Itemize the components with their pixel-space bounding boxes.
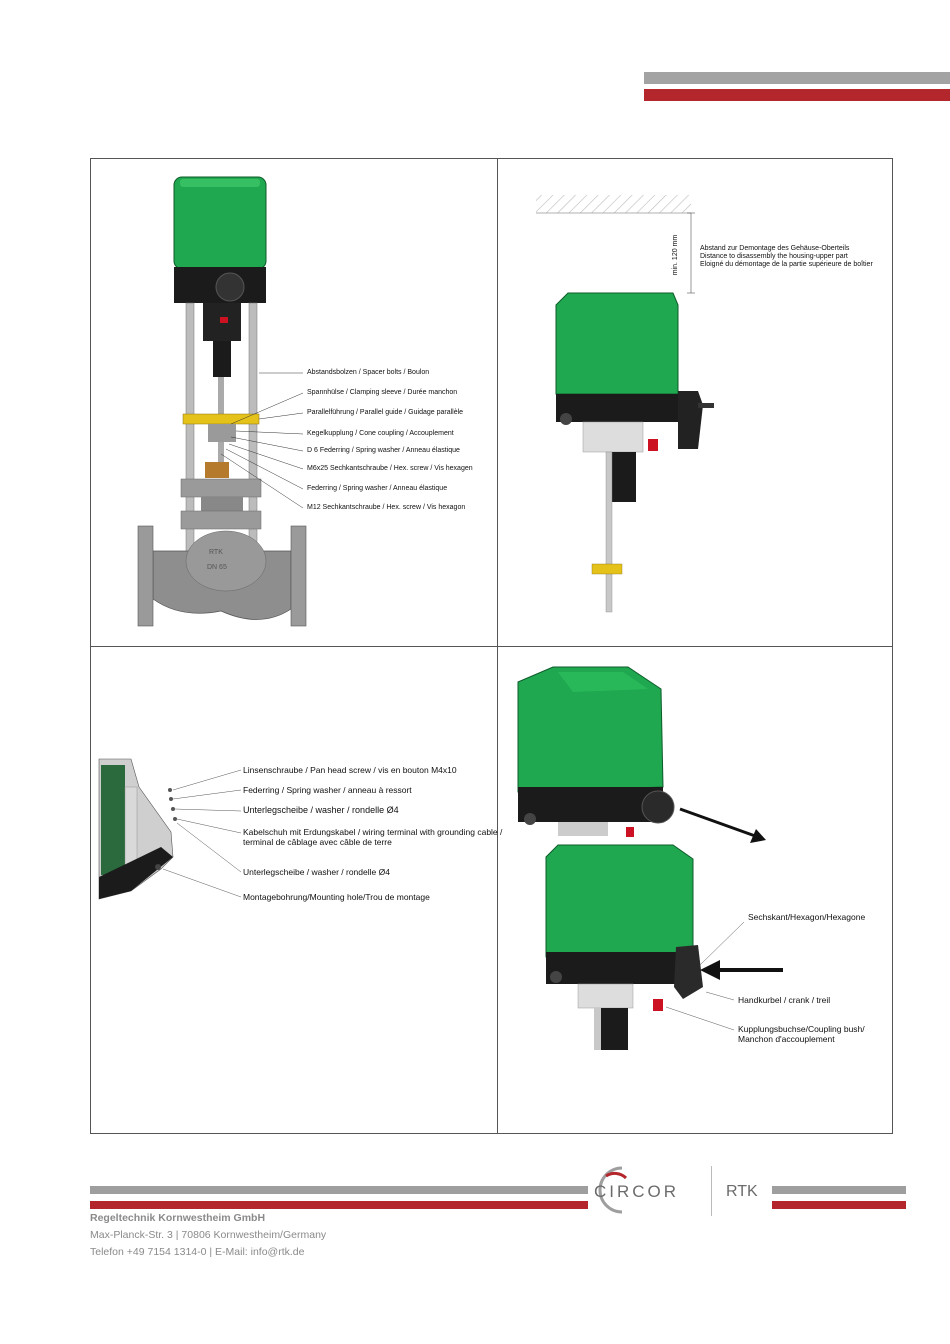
valve-mark-brand: RTK [209,549,223,556]
label-spacer-bolts: Abstandsbolzen / Spacer bolts / Boulon [307,369,430,376]
label-cone-coupling: Kegelkupplung / Cone coupling / Accouplement [307,430,454,437]
panel-clearance [498,159,892,646]
label-hand-crank: Handkurbel / crank / treil [738,995,831,1005]
label-washer-1: Unterlegscheibe / washer / rondelle Ø4 [243,805,399,815]
logo-circor: CIRCOR [594,1182,680,1201]
label-coupling-bush: Kupplungsbuchse/Coupling bush/ [738,1024,865,1034]
footer-red-line-right [772,1201,906,1209]
logo-rtk: RTK [726,1183,758,1200]
figure-grid [90,158,893,1134]
label-parallel-guide: Parallelführung / Parallel guide / Guidage parallèle [307,409,464,416]
valve-assembly-drawing [91,159,497,646]
clearance-text-de: Abstand zur Demontage des Gehäuse-Oberteils [700,245,850,252]
label-washer-2: Unterlegscheibe / washer / rondelle Ø4 [243,867,390,877]
clearance-drawing [498,159,892,646]
panel-valve-assembly [91,159,497,646]
label-mounting-hole: Montagebohrung/Mounting hole/Trou de montage [243,892,430,902]
panel-grounding [91,647,503,1133]
label-hexagon: Sechskant/Hexagon/Hexagone [748,912,866,922]
label-spring-washer-p3: Federring / Spring washer / anneau à ressort [243,785,412,795]
panel-manual-crank [498,647,892,1133]
footer-contact: Telefon +49 7154 1314-0 | E-Mail: info@rtk.de [90,1246,305,1258]
grounding-drawing [91,647,497,1133]
manual-crank-drawing [498,647,892,1133]
logo-divider [711,1166,712,1216]
valve-mark-size: DN 65 [207,564,227,571]
clearance-dimension: min. 120 mm [672,234,680,276]
footer-company: Regeltechnik Kornwestheim GmbH [90,1212,266,1224]
footer-address: Max-Planck-Str. 3 | 70806 Kornwestheim/Germany [90,1229,327,1241]
label-d6-spring-washer: D 6 Federring / Spring washer / Anneau élastique [307,447,460,454]
label-wiring-terminal-fr: terminal de câblage avec câble de terre [243,837,392,847]
label-wiring-terminal: Kabelschuh mit Erdungskabel / wiring terminal with grounding cable / [243,827,503,837]
label-spring-washer: Federring / Spring washer / Anneau élastique [307,485,448,492]
footer-gray-line-right [772,1186,906,1194]
label-m6x25-hex-screw: M6x25 Sechkantschraube / Hex. screw / Vis hexagen [307,465,473,472]
clearance-text-en: Distance to disassembly the housing-upper part [700,253,848,260]
label-pan-head-screw: Linsenschraube / Pan head screw / vis en bouton M4x10 [243,765,457,775]
label-coupling-bush-fr: Manchon d'accouplement [738,1034,835,1044]
header-gray-bar [644,72,950,84]
label-clamping-sleeve: Spannhülse / Clamping sleeve / Durée manchon [307,389,458,396]
footer-gray-line-left [90,1186,588,1194]
clearance-text-fr: Eloigné du démontage de la partie supérieure de boîtier [700,261,873,268]
label-m12-hex-screw: M12 Sechkantschraube / Hex. screw / Vis hexagon [307,504,466,511]
footer-red-line-left [90,1201,588,1209]
header-red-bar [644,89,950,101]
